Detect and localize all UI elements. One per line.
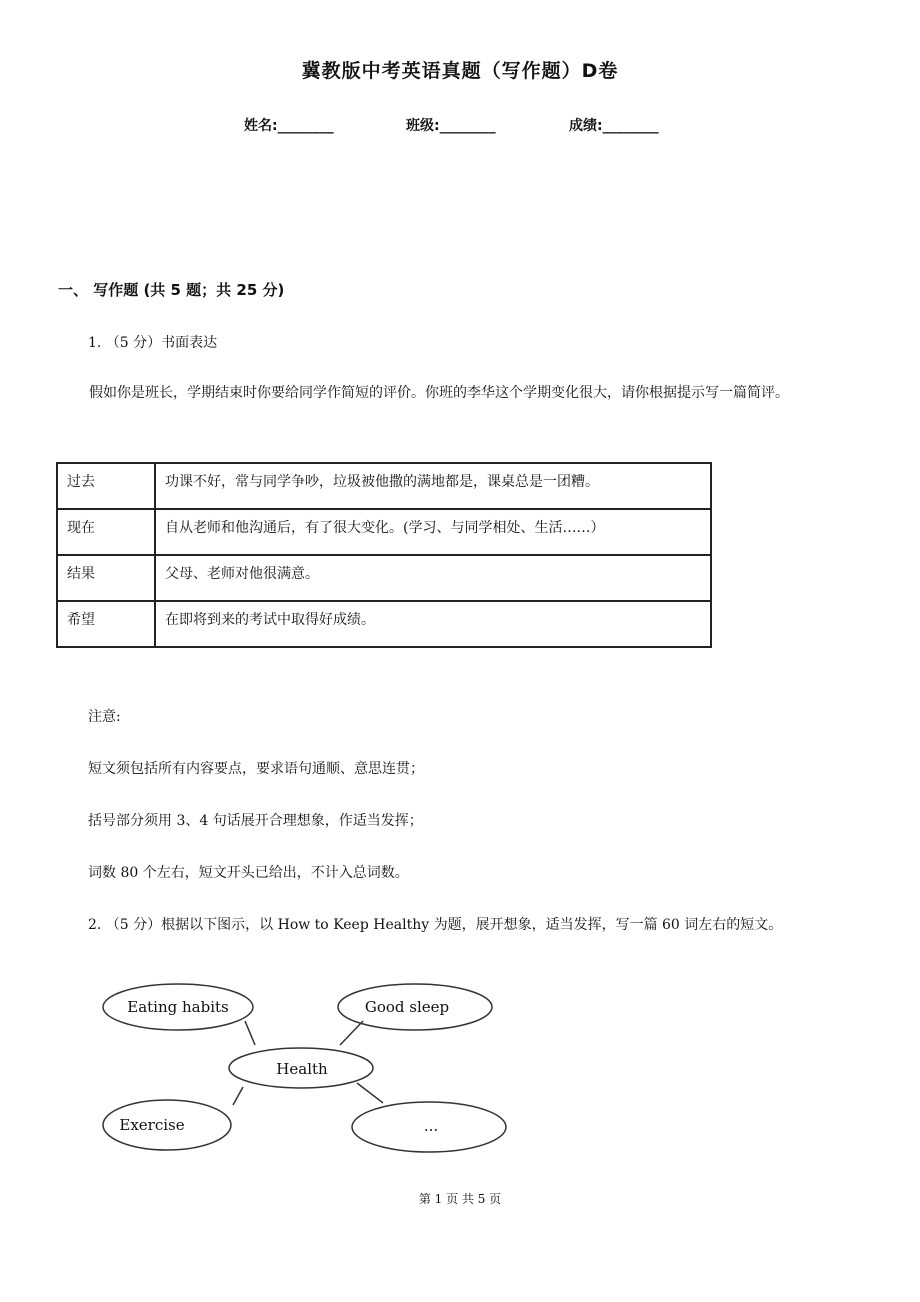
row-key: 过去 [57, 463, 155, 509]
node-ellipsis: ... [423, 1117, 439, 1135]
row-key: 希望 [57, 601, 155, 647]
note-item: 括号部分须用 3、4 句话展开合理想象，作适当发挥； [88, 813, 423, 829]
name-field[interactable]: 姓名:________ [244, 118, 334, 134]
connector-line [245, 1021, 255, 1045]
table-row [57, 555, 711, 601]
table-row [57, 463, 711, 509]
score-field[interactable]: 成绩:________ [569, 118, 659, 134]
health-mind-map [95, 975, 515, 1160]
question-2-heading: 2. （5 分）根据以下图示，以 How to Keep Healthy 为题，展开想象，适当发挥，写一篇 60 词左右的短文。 [88, 917, 783, 933]
note-item: 词数 80 个左右，短文开头已给出，不计入总词数。 [88, 865, 409, 881]
node-eating-habits: Eating habits [127, 998, 229, 1016]
row-value: 功课不好，常与同学争吵，垃圾被他撒的满地都是，课桌总是一团糟。 [155, 463, 711, 509]
note-heading: 注意: [88, 709, 121, 725]
row-value: 自从老师和他沟通后，有了很大变化。(学习、与同学相处、生活……） [155, 509, 711, 555]
row-value: 在即将到来的考试中取得好成绩。 [155, 601, 711, 647]
note-item: 短文须包括所有内容要点，要求语句通顺、意思连贯； [88, 761, 424, 777]
class-field[interactable]: 班级:________ [406, 118, 496, 134]
connector-line [340, 1021, 363, 1045]
node-health: Health [276, 1060, 328, 1078]
row-key: 现在 [57, 509, 155, 555]
hints-table [56, 462, 712, 648]
section-heading: 一、 写作题 (共 5 题；共 25 分) [58, 281, 285, 299]
connector-line [233, 1087, 243, 1105]
table-row [57, 601, 711, 647]
page-footer: 第 1 页 共 5 页 [418, 1192, 502, 1206]
question-1-heading: 1. （5 分）书面表达 [88, 335, 218, 351]
row-key: 结果 [57, 555, 155, 601]
table-row [57, 509, 711, 555]
node-exercise: Exercise [119, 1116, 185, 1134]
node-good-sleep: Good sleep [364, 998, 450, 1016]
question-1-prompt: 假如你是班长，学期结束时你要给同学作简短的评价。你班的李华这个学期变化很大，请你根据提示写一篇简评。 [89, 385, 789, 401]
connector-line [357, 1083, 383, 1103]
document-title: 冀教版中考英语真题（写作题）D卷 [301, 60, 619, 82]
row-value: 父母、老师对他很满意。 [155, 555, 711, 601]
